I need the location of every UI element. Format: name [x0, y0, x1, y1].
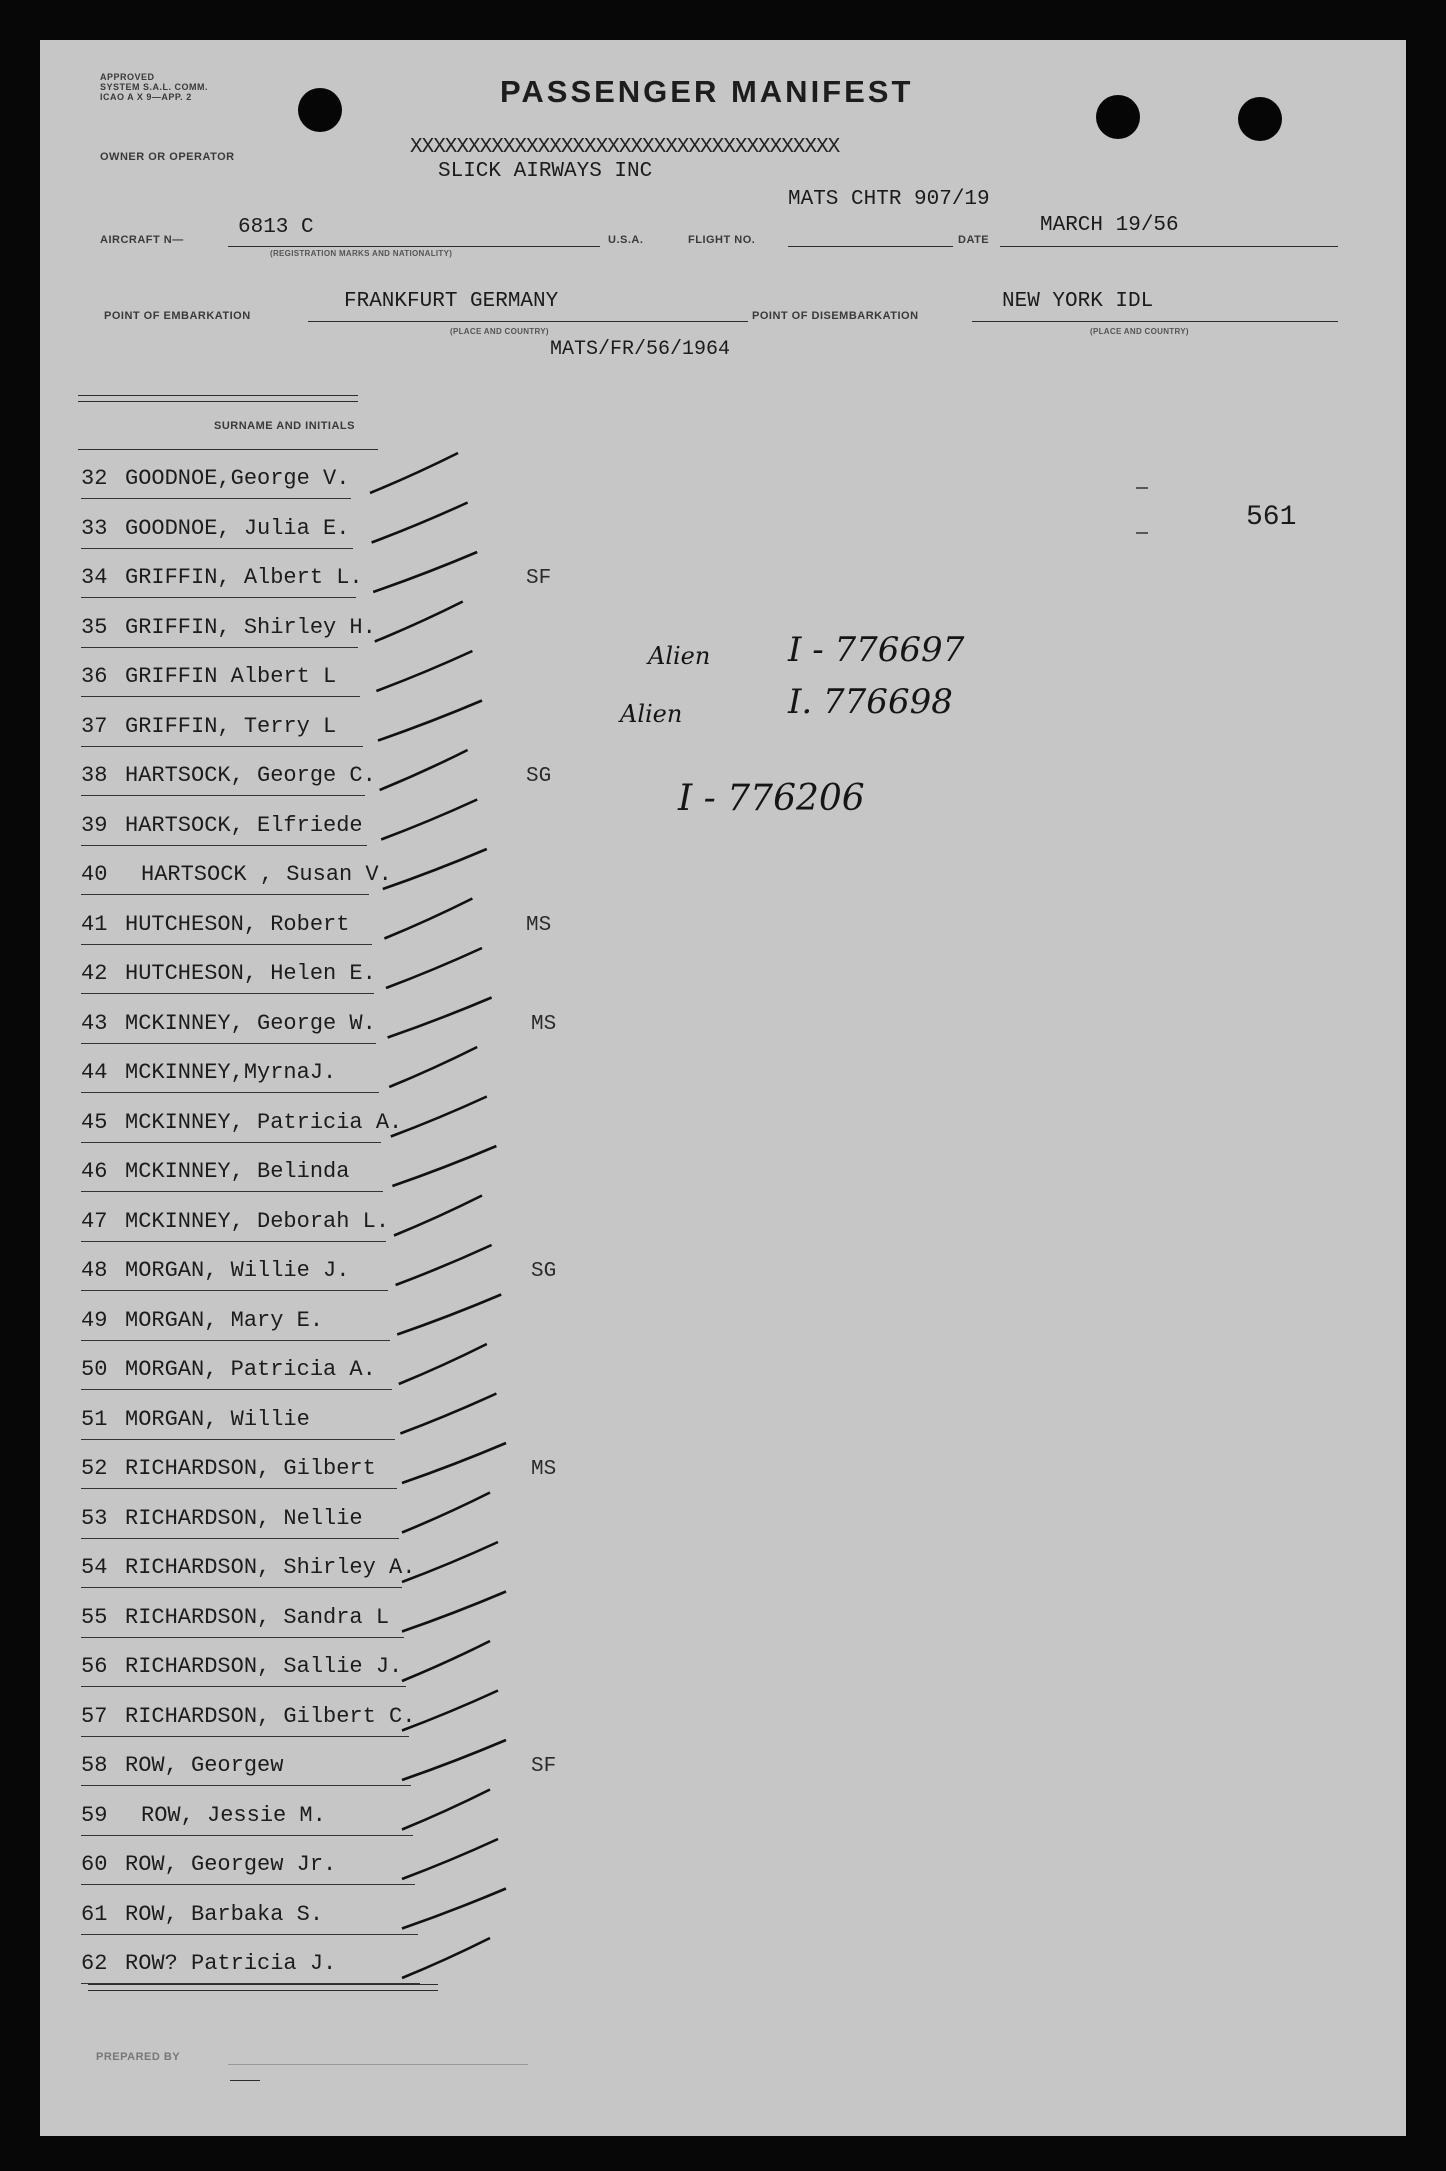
check-stroke	[380, 750, 468, 790]
passenger-rank: MS	[531, 1458, 557, 1481]
annotation-number-3: I - 776206	[678, 778, 865, 819]
passenger-name: MCKINNEY, Deborah L.	[125, 1209, 390, 1234]
passenger-name: MORGAN, Mary E.	[125, 1308, 324, 1333]
check-stroke	[402, 1938, 490, 1978]
passenger-name: HUTCHESON, Robert	[125, 912, 350, 937]
checkmark-strokes	[40, 40, 1406, 2136]
passenger-name: GRIFFIN, Terry L	[125, 714, 337, 739]
flight-label: FLIGHT NO.	[688, 234, 756, 246]
passenger-name: MORGAN, Patricia A.	[125, 1357, 376, 1382]
passenger-name: GRIFFIN Albert L	[125, 664, 337, 689]
operator-strikeout: XXXXXXXXXXXXXXXXXXXXXXXXXXXXXXXXXXXXX	[410, 136, 840, 159]
passenger-number: 40	[81, 862, 108, 887]
page-title: PASSENGER MANIFEST	[500, 74, 914, 109]
passenger-rank: MS	[526, 914, 552, 937]
passenger-name: GOODNOE, Julia E.	[125, 516, 350, 541]
annotation-number-1: I - 776697	[788, 630, 965, 670]
charter-value: MATS CHTR 907/19	[788, 188, 990, 211]
annotation-label-2: Alien	[620, 700, 683, 728]
passenger-name: MCKINNEY,MyrnaJ.	[125, 1060, 337, 1085]
check-stroke	[391, 1097, 487, 1137]
passenger-name: GOODNOE,George V.	[125, 466, 350, 491]
passenger-name: RICHARDSON, Gilbert	[125, 1456, 376, 1481]
passenger-number: 44	[81, 1060, 108, 1085]
check-stroke	[402, 1443, 506, 1483]
check-stroke	[402, 1839, 498, 1879]
passenger-number: 41	[81, 912, 108, 937]
passenger-rank: SF	[531, 1755, 557, 1778]
passenger-name: HARTSOCK, Elfriede	[125, 813, 363, 838]
check-stroke	[389, 1047, 477, 1087]
registration-caption: (REGISTRATION MARKS AND NATIONALITY)	[270, 249, 453, 258]
check-stroke	[399, 1344, 487, 1384]
check-stroke	[370, 453, 458, 493]
check-stroke	[373, 552, 477, 592]
disembark-caption: (PLACE AND COUNTRY)	[1090, 327, 1189, 336]
passenger-name: MCKINNEY, Patricia A.	[125, 1110, 403, 1135]
passenger-number: 38	[81, 763, 108, 788]
approval-line-3: ICAO A X 9—APP. 2	[100, 92, 192, 102]
aircraft-label: AIRCRAFT N—	[100, 234, 184, 246]
passenger-number: 42	[81, 961, 108, 986]
check-stroke	[402, 1641, 490, 1681]
check-stroke	[402, 1740, 506, 1780]
embark-value: FRANKFURT GERMANY	[344, 290, 559, 313]
passenger-number: 59	[81, 1803, 108, 1828]
passenger-number: 47	[81, 1209, 108, 1234]
aircraft-value: 6813 C	[238, 216, 314, 239]
passenger-name: HARTSOCK, George C.	[125, 763, 376, 788]
passenger-number: 43	[81, 1011, 108, 1036]
passenger-name: ROW, Georgew	[125, 1753, 284, 1778]
check-stroke	[386, 948, 482, 988]
passenger-rank: SG	[526, 765, 552, 788]
passenger-name: RICHARDSON, Gilbert C.	[125, 1704, 416, 1729]
check-stroke	[376, 651, 472, 691]
passenger-number: 35	[81, 615, 108, 640]
passenger-name: RICHARDSON, Sandra L	[125, 1605, 390, 1630]
check-stroke	[372, 503, 468, 543]
passenger-number: 60	[81, 1852, 108, 1877]
passenger-number: 54	[81, 1555, 108, 1580]
passenger-name: RICHARDSON, Nellie	[125, 1506, 363, 1531]
passenger-number: 50	[81, 1357, 108, 1382]
passenger-number: 37	[81, 714, 108, 739]
passenger-number: 45	[81, 1110, 108, 1135]
passenger-number: 36	[81, 664, 108, 689]
passenger-name: ROW, Barbaka S.	[125, 1902, 324, 1927]
passenger-number: 53	[81, 1506, 108, 1531]
approval-line-1: APPROVED	[100, 72, 155, 82]
passenger-name: GRIFFIN, Albert L.	[125, 565, 363, 590]
check-stroke	[402, 1889, 506, 1929]
check-stroke	[375, 602, 463, 642]
approval-line-2: SYSTEM S.A.L. COMM.	[100, 82, 209, 92]
check-stroke	[402, 1790, 490, 1830]
embark-caption: (PLACE AND COUNTRY)	[450, 327, 549, 336]
reference-value: MATS/FR/56/1964	[550, 338, 731, 361]
passenger-number: 62	[81, 1951, 108, 1976]
page-number: 561	[1246, 502, 1297, 533]
check-stroke	[381, 800, 477, 840]
passenger-number: 61	[81, 1902, 108, 1927]
check-stroke	[388, 998, 492, 1038]
passenger-number: 48	[81, 1258, 108, 1283]
check-stroke	[402, 1493, 490, 1533]
passenger-name: ROW, Jessie M.	[141, 1803, 326, 1828]
passenger-rank: SG	[531, 1260, 557, 1283]
passenger-rank: SF	[526, 567, 552, 590]
passenger-number: 58	[81, 1753, 108, 1778]
passenger-rank: MS	[531, 1013, 557, 1036]
embark-label: POINT OF EMBARKATION	[104, 310, 251, 322]
passenger-name: ROW? Patricia J.	[125, 1951, 337, 1976]
check-stroke	[384, 899, 472, 939]
passenger-number: 56	[81, 1654, 108, 1679]
passenger-number: 46	[81, 1159, 108, 1184]
check-stroke	[378, 701, 482, 741]
check-stroke	[397, 1295, 501, 1335]
check-stroke	[402, 1592, 506, 1632]
passenger-number: 33	[81, 516, 108, 541]
surname-header: SURNAME AND INITIALS	[214, 420, 355, 432]
passenger-name: GRIFFIN, Shirley H.	[125, 615, 376, 640]
check-stroke	[400, 1394, 496, 1434]
passenger-number: 49	[81, 1308, 108, 1333]
passenger-number: 51	[81, 1407, 108, 1432]
date-value: MARCH 19/56	[1040, 214, 1179, 237]
disembark-label: POINT OF DISEMBARKATION	[752, 310, 919, 322]
passenger-name: HUTCHESON, Helen E.	[125, 961, 376, 986]
passenger-name: MORGAN, Willie J.	[125, 1258, 350, 1283]
usa-label: U.S.A.	[608, 234, 644, 246]
manifest-page	[40, 40, 1406, 2136]
date-label: DATE	[958, 234, 990, 246]
operator-value: SLICK AIRWAYS INC	[438, 160, 653, 183]
passenger-number: 32	[81, 466, 108, 491]
passenger-name: RICHARDSON, Sallie J.	[125, 1654, 403, 1679]
annotation-number-2: I. 776698	[788, 682, 953, 722]
annotation-label-1: Alien	[648, 642, 711, 670]
passenger-number: 39	[81, 813, 108, 838]
passenger-number: 52	[81, 1456, 108, 1481]
passenger-name: ROW, Georgew Jr.	[125, 1852, 337, 1877]
disembark-value: NEW YORK IDL	[1002, 290, 1154, 313]
check-stroke	[402, 1542, 498, 1582]
check-stroke	[396, 1245, 492, 1285]
check-stroke	[392, 1146, 496, 1186]
owner-label: OWNER OR OPERATOR	[100, 151, 235, 163]
passenger-number: 57	[81, 1704, 108, 1729]
passenger-name: MCKINNEY, Belinda	[125, 1159, 350, 1184]
passenger-number: 55	[81, 1605, 108, 1630]
passenger-name: RICHARDSON, Shirley A.	[125, 1555, 416, 1580]
passenger-name: MORGAN, Willie	[125, 1407, 310, 1432]
check-stroke	[383, 849, 487, 889]
prepared-by-label: PREPARED BY	[96, 2051, 181, 2063]
passenger-name: MCKINNEY, George W.	[125, 1011, 376, 1036]
passenger-name: HARTSOCK , Susan V.	[141, 862, 392, 887]
check-stroke	[394, 1196, 482, 1236]
passenger-number: 34	[81, 565, 108, 590]
check-stroke	[402, 1691, 498, 1731]
